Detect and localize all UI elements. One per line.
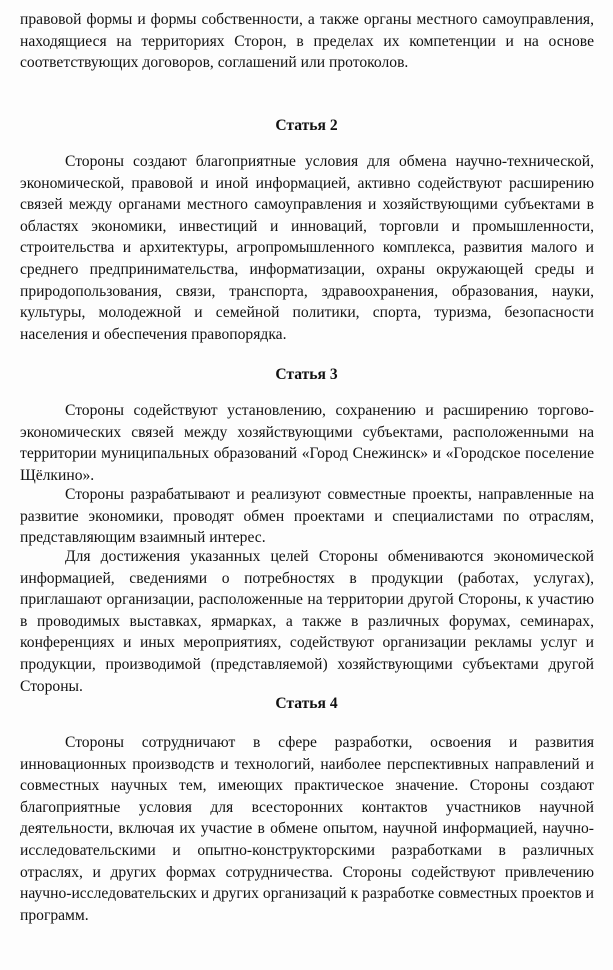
article-2-heading: Статья 2 — [275, 117, 338, 134]
article-2-paragraph-1: Стороны создают благоприятные условия для обмена научно-технической, экономической, правовой и иной информацией, активно содействуют расширению связей между органами местного самоуправления и хозяйствующими субъектами в областях экономики, инвестиций и инноваций, торговли и промышленности, строительства и архитектуры, агропромышленного комплекса, развития малого и среднего предпринимательства, информатизации, охраны окружающей среды и природопользования, связи, транспорта, здравоохранения, образования, науки, культуры, молодежной и семейной политики, спорта, туризма, безопасности населения и обеспечения правопорядка. — [20, 153, 594, 343]
article-4-paragraph-1: Стороны сотрудничают в сфере разработки, освоения и развития инновационных производств и технологий, наиболее перспективных направлений и совместных научных тем, имеющих практическое значение. Стороны создают благоприятные условия для всесторонних контактов участников научной деятельности, включая их участие в обмене опытом, научной информацией, научно-исследовательскими и опытно-конструкторскими разработками в различных отраслях, и других формах сотрудничества. Стороны содействуют привлечению научно-исследовательских и других организаций к разработке совместных проектов и программ. — [20, 734, 594, 924]
article-3-heading: Статья 3 — [275, 366, 338, 383]
article-3-paragraph-3: Для достижения указанных целей Стороны обмениваются экономической информацией, сведениями о потребностях в продукции (работах, услугах), приглашают организации, расположенные на территории другой Стороны, к участию в проводимых выставках, ярмарках, а также в различных форумах, семинарах, конференциях и иных мероприятиях, содействуют организации рекламы услуг и продукции, производимой (представляемой) хозяйствующими субъектами другой Стороны. — [20, 548, 594, 695]
intro-paragraph: правовой формы и формы собственности, а также органы местного самоуправления, находящиеся на территориях Сторон, в пределах их компетенции и на основе соответствующих договоров, соглашений или протоколов. — [20, 11, 594, 72]
article-4-heading: Статья 4 — [275, 695, 338, 712]
article-3-paragraph-2: Стороны разрабатывают и реализуют совместные проекты, направленные на развитие экономики, проводят обмен проектами и специалистами по отраслям, представляющим взаимный интерес. — [20, 486, 594, 547]
article-3-paragraph-1: Стороны содействуют установлению, сохранению и расширению торгово- экономических связей между хозяйствующими субъектами, расположенными на территории муниципальных образований «Город Снежинск» и «Городское поселение Щёлкино». — [20, 402, 594, 484]
